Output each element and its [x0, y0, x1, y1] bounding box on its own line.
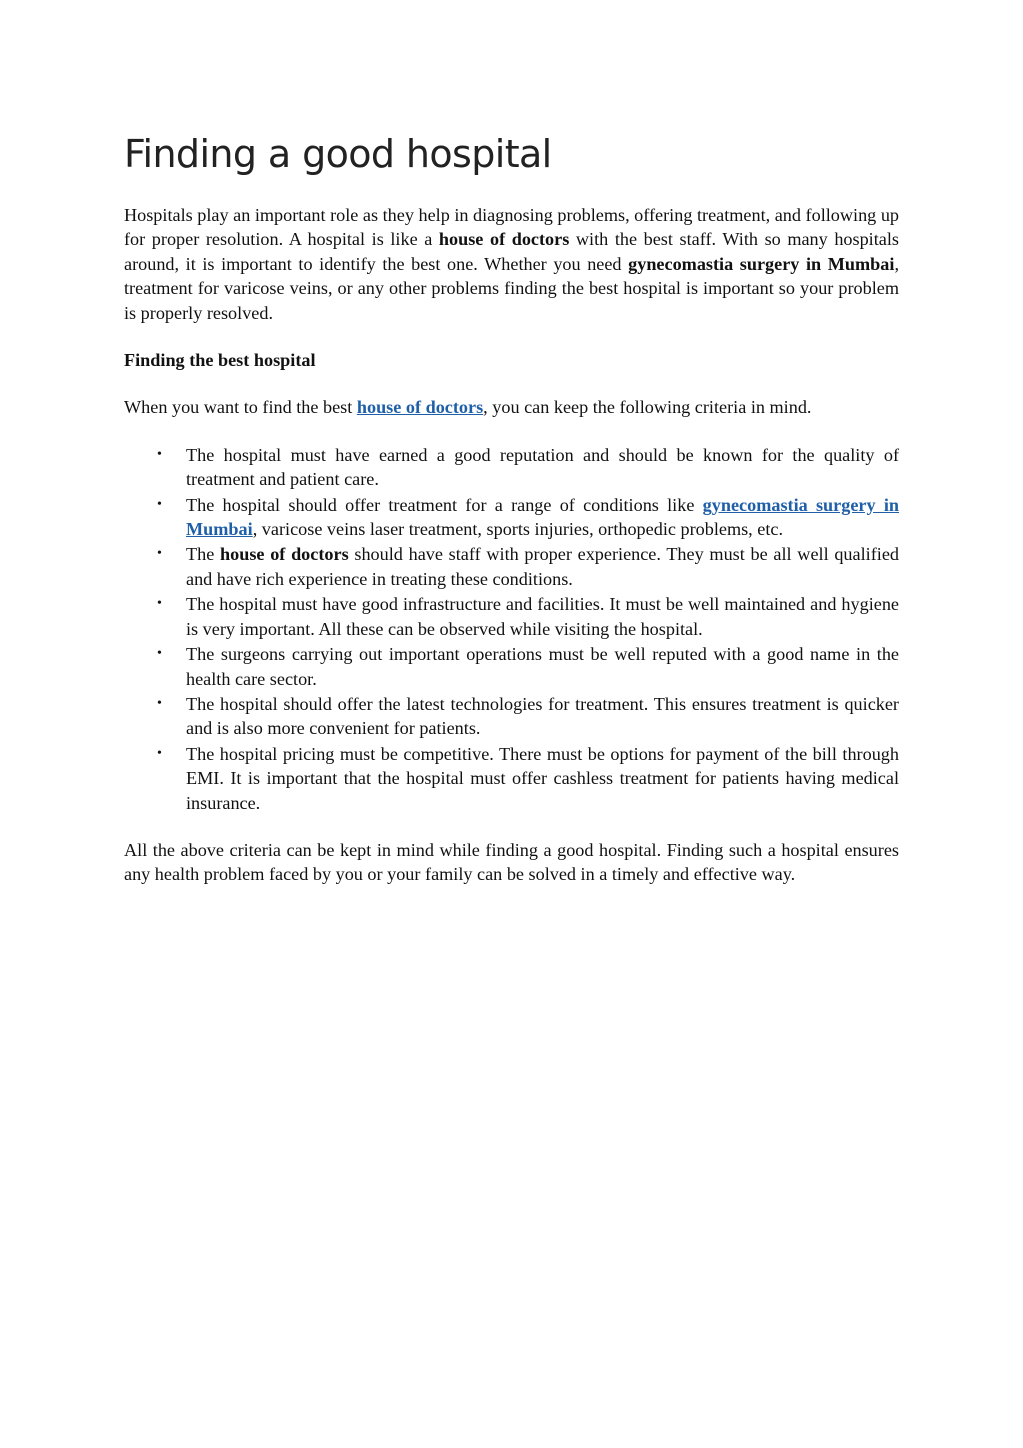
intro-text-3: , treatment for varicose veins, or any other problems finding the best hospital is important so your problem is properly resolved.: [124, 253, 899, 323]
section-heading: Finding the best hospital: [124, 350, 316, 371]
list-item: [124, 592, 899, 641]
gynecomastia-surgery-link[interactable]: gynecomastia surgery in Mumbai: [186, 494, 899, 540]
page-title: Finding a good hospital: [124, 132, 552, 176]
bullet-icon: •: [157, 646, 162, 662]
criteria-text: The hospital must have good infrastructure and facilities. It must be well maintained and hygiene is very important. All these can be observed while visiting the hospital.: [186, 594, 899, 639]
criteria-text: , varicose veins laser treatment, sports injuries, orthopedic problems, etc.: [252, 519, 784, 540]
criteria-text: The hospital pricing must be competitive. There must be options for payment of the bill through EMI. It is important that the hospital must offer cashless treatment for patients having medical insurance.: [186, 743, 899, 813]
bullet-icon: •: [157, 596, 162, 612]
intro-paragraph: [124, 203, 899, 325]
intro-text-1: Hospitals play an important role as they help in diagnosing problems, offering treatment, and following up for proper resolution. A hospital is like a: [124, 205, 900, 250]
list-item: [124, 692, 899, 741]
document-body: [124, 128, 899, 887]
criteria-list: [124, 443, 899, 815]
list-item: [124, 493, 899, 542]
bullet-icon: •: [157, 695, 162, 711]
criteria-text: should have staff with proper experience. They must be all well qualified and have rich experience in treating these conditions.: [186, 544, 899, 589]
bullet-icon: •: [157, 496, 162, 512]
intro-bold-2: gynecomastia surgery in Mumbai: [628, 253, 895, 274]
criteria-text: The surgeons carrying out important operations must be well reputed with a good name in the health care sector.: [186, 644, 899, 689]
criteria-bold: house of doctors: [220, 544, 349, 565]
lead-text-2: , you can keep the following criteria in mind.: [483, 397, 812, 418]
lead-paragraph: [124, 395, 899, 419]
lead-text-1: When you want to find the best: [124, 397, 357, 418]
intro-text-2: with the best staff. With so many hospitals around, it is important to identify the best one. Whether you need: [124, 229, 899, 274]
list-item: [124, 542, 899, 591]
list-item: [124, 742, 899, 815]
criteria-text: The: [186, 544, 220, 565]
bullet-icon: •: [157, 446, 162, 462]
list-item: [124, 443, 899, 492]
criteria-text: The hospital should offer the latest technologies for treatment. This ensures treatment is quicker and is also more convenient for patients.: [186, 693, 899, 739]
criteria-text: The hospital should offer treatment for a range of conditions like: [186, 494, 703, 515]
bullet-icon: •: [157, 745, 162, 761]
house-of-doctors-link[interactable]: house of doctors: [356, 397, 484, 418]
intro-bold-1: house of doctors: [438, 229, 570, 250]
criteria-text: The hospital must have earned a good reputation and should be known for the quality of treatment and patient care.: [186, 444, 899, 490]
conclusion-paragraph: All the above criteria can be kept in mind while finding a good hospital. Finding such a hospital ensures any health problem faced by you or your family can be solved in a timely and effective way.: [124, 839, 899, 885]
list-item: [124, 642, 899, 691]
bullet-icon: •: [157, 546, 162, 562]
